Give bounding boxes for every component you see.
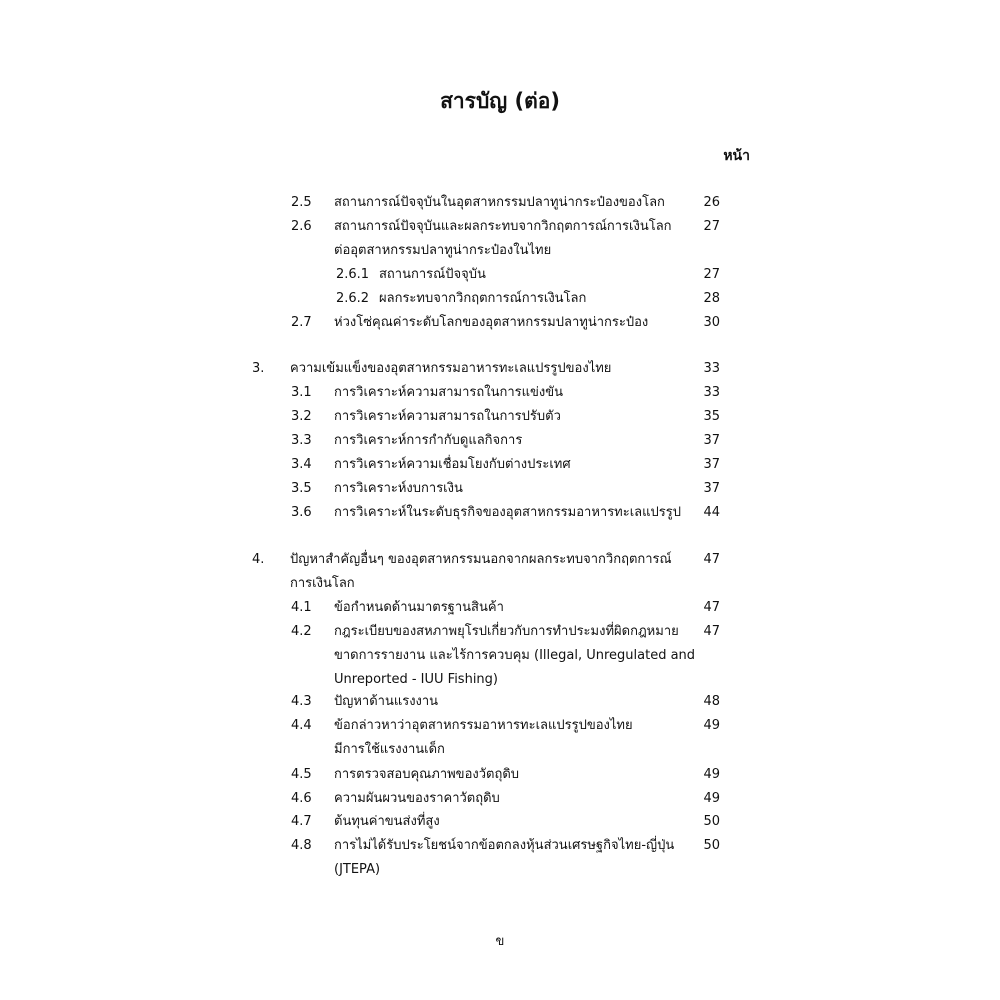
toc-title-line: การวิเคราะห์การกำกับดูแลกิจการ [334,433,523,448]
toc-title-line: ต่ออุตสาหกรรมปลาทูน่ากระป๋องในไทย [334,243,552,258]
toc-title-line: ความเข้มแข็งของอุตสาหกรรมอาหารทะเลแปรรูปของไทย [290,361,612,376]
toc-title-line: การเงินโลก [290,576,355,591]
toc-number: 4.6 [291,791,312,806]
toc-title-line: สถานการณ์ปัจจุบัน [379,267,486,282]
toc-title [334,501,681,525]
toc-title-line: การวิเคราะห์ความสามารถในการแข่งขัน [334,385,564,400]
toc-page-number: 37 [703,481,720,496]
toc-title-line: สถานการณ์ปัจจุบันในอุตสาหกรรมปลาทูน่ากระป๋องของโลก [334,195,665,210]
toc-title [334,405,561,429]
toc-title-line: ขาดการรายงาน และไร้การควบคุม (Illegal, Unregulated and [334,648,696,663]
toc-page-number: 27 [703,267,720,282]
toc-page-number: 47 [703,552,720,567]
toc-title [334,596,504,620]
toc-title [334,787,500,811]
toc-title [334,311,648,335]
toc-title [334,690,438,714]
toc-number: 3.6 [291,505,312,520]
toc-title [334,381,563,405]
toc-title [334,714,633,762]
toc-page-number: 48 [703,694,720,709]
toc-number: 3.1 [291,385,312,400]
toc-number: 4. [252,552,265,567]
toc-title-line: การไม่ได้รับประโยชน์จากข้อตกลงหุ้นส่วนเศรษฐกิจไทย-ญี่ปุ่น [334,838,675,853]
toc-title [379,287,586,311]
toc-page-number: 44 [703,505,720,520]
footer-page-number: ข [495,934,505,949]
toc-page-number: 37 [703,457,720,472]
toc-title-line: ห่วงโซ่คุณค่าระดับโลกของอุตสาหกรรมปลาทูน่ากระป๋อง [334,315,649,330]
toc-title-line: การวิเคราะห์ในระดับธุรกิจของอุตสาหกรรมอาหารทะเลแปรรูป [334,505,681,520]
toc-title [334,834,674,882]
toc-title-line: การวิเคราะห์งบการเงิน [334,481,463,496]
toc-title-line: ความผันผวนของราคาวัตถุดิบ [334,791,500,806]
toc-title [379,263,486,287]
toc-page-number: 50 [703,838,720,853]
toc-title-line: ปัญหาด้านแรงงาน [334,694,439,709]
toc-title [290,357,611,381]
toc-page-number: 33 [703,385,720,400]
toc-number: 3. [252,361,265,376]
toc-title [290,548,672,596]
toc-title [334,620,695,692]
toc-title-line: Unreported - IUU Fishing) [334,672,498,687]
toc-page-number: 37 [703,433,720,448]
toc-title-line: สถานการณ์ปัจจุบันและผลกระทบจากวิกฤตการณ์การเงินโลก [334,219,672,234]
toc-number: 2.6.1 [336,267,370,282]
toc-page-number: 47 [703,600,720,615]
toc-title [334,763,519,787]
toc-title-line: ข้อกำหนดด้านมาตรฐานสินค้า [334,600,504,615]
toc-number: 3.3 [291,433,312,448]
toc-page-number: 28 [703,291,720,306]
toc-title-line: การวิเคราะห์ความเชื่อมโยงกับต่างประเทศ [334,457,571,472]
toc-title-line: (JTEPA) [334,862,381,877]
toc-title-line: กฎระเบียบของสหภาพยุโรปเกี่ยวกับการทำประมงที่ผิดกฎหมาย [334,624,679,639]
toc-page-number: 30 [703,315,720,330]
toc-title [334,477,463,501]
toc-title-line: มีการใช้แรงงานเด็ก [334,742,445,757]
toc-number: 2.6 [291,219,312,234]
toc-page-number: 49 [703,791,720,806]
toc-title [334,215,672,263]
toc-page-number: 26 [703,195,720,210]
toc-number: 3.5 [291,481,312,496]
toc-number: 4.1 [291,600,312,615]
toc-number: 4.7 [291,814,312,829]
page-column-header: หน้า [723,148,750,164]
toc-title [334,429,522,453]
toc-page-number: 35 [703,409,720,424]
page-title: สารบัญ (ต่อ) [440,89,560,113]
toc-title-line: ผลกระทบจากวิกฤตการณ์การเงินโลก [379,291,587,306]
toc-title-line: ปัญหาสำคัญอื่นๆ ของอุตสาหกรรมนอกจากผลกระทบจากวิกฤตการณ์ [290,552,672,567]
toc-number: 4.2 [291,624,312,639]
toc-number: 2.6.2 [336,291,370,306]
toc-page-number: 50 [703,814,720,829]
toc-number: 4.8 [291,838,312,853]
toc-number: 2.7 [291,315,312,330]
toc-title-line: ต้นทุนค่าขนส่งที่สูง [334,814,440,829]
toc-title-line: การวิเคราะห์ความสามารถในการปรับตัว [334,409,561,424]
toc-number: 4.5 [291,767,312,782]
toc-page-number: 47 [703,624,720,639]
toc-number: 2.5 [291,195,312,210]
toc-title [334,810,440,834]
toc-number: 4.3 [291,694,312,709]
toc-page-number: 49 [703,767,720,782]
toc-title [334,191,665,215]
toc-page-number: 49 [703,718,720,733]
toc-number: 3.2 [291,409,312,424]
toc-number: 4.4 [291,718,312,733]
toc-title [334,453,571,477]
toc-number: 3.4 [291,457,312,472]
toc-title-line: การตรวจสอบคุณภาพของวัตถุดิบ [334,767,520,782]
toc-title-line: ข้อกล่าวหาว่าอุตสาหกรรมอาหารทะเลแปรรูปของไทย [334,718,633,733]
toc-page-number: 33 [703,361,720,376]
toc-page-number: 27 [703,219,720,234]
